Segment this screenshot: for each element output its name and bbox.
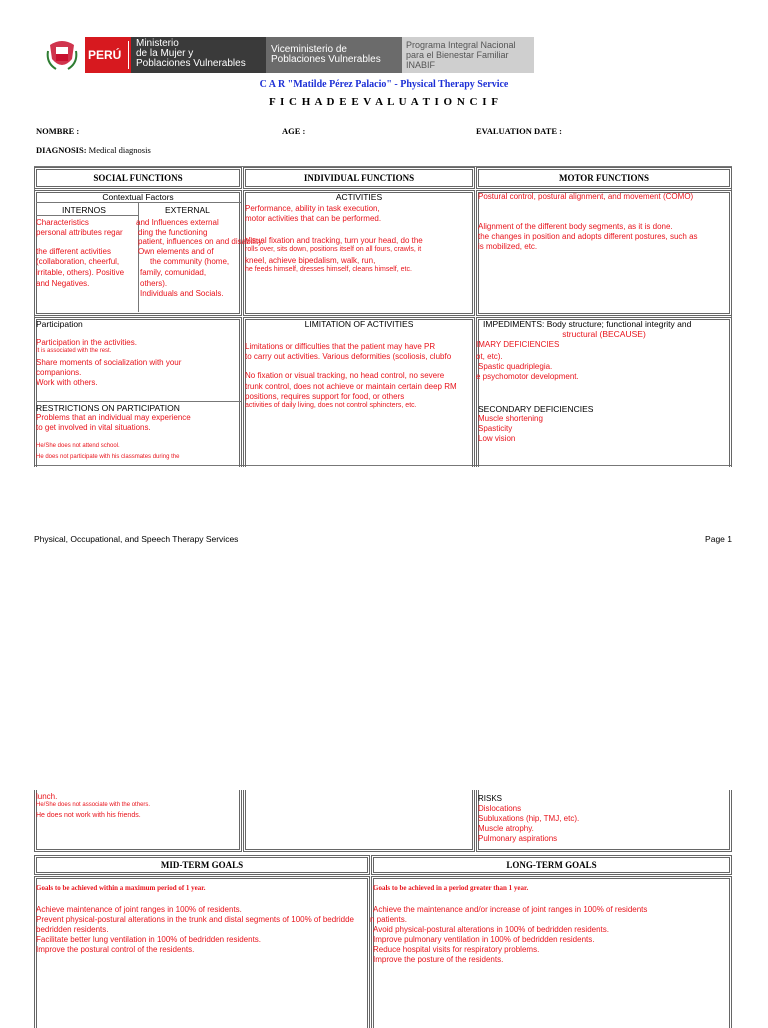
viceministry-box — [266, 37, 402, 73]
secondary-deficiencies-title: SECONDARY DEFICIENCIES — [478, 404, 594, 414]
program-line-2: para el Bienestar Familiar — [406, 50, 509, 60]
viceministry-line-2: Poblaciones Vulnerables — [271, 54, 381, 65]
motor-intro-text: Postural control, postural alignment, and movement (COMO) — [478, 192, 694, 201]
continuation-social-cell — [34, 790, 242, 852]
long-goal-3: Avoid physical-postural alterations in 100% of bedridden residents. — [373, 925, 609, 934]
internos-text-4: (collaboration, cheerful, — [36, 257, 120, 266]
restrictions-small-1: He/She does not attend school. — [36, 443, 120, 449]
continuation-individual-cell — [243, 790, 475, 852]
external-text-7: others). — [140, 279, 168, 288]
internos-text-5: irritable, others). Positive — [36, 268, 125, 277]
external-text-2: ding the functioning — [138, 227, 208, 237]
internos-text-3: the different activities — [36, 247, 112, 256]
participation-text-4: Work with others. — [36, 378, 98, 387]
alignment-text-3: is mobilized, etc. — [478, 242, 538, 251]
external-text-1: and Influences external — [136, 218, 219, 227]
country-label: PERÚ — [88, 48, 122, 62]
coat-of-arms-icon — [46, 37, 78, 73]
mid-term-intro: Goals to be achieved within a maximum period of 1 year. — [36, 884, 206, 892]
diagnosis-value: Medical diagnosis — [88, 145, 151, 155]
mid-goal-4: Facilitate better lung ventilation in 100% of bedridden residents. — [36, 935, 262, 944]
long-term-intro: Goals to be achieved in a period greater than 1 year. — [373, 884, 529, 892]
program-line-3: INABIF — [406, 60, 436, 70]
ministry-box — [131, 37, 266, 73]
form-title: F I C H A D E E V A L U A T I O N C I F — [268, 96, 500, 108]
activities-text-2: motor activities that can be performed. — [245, 214, 382, 223]
age-field-label: AGE : — [282, 126, 306, 136]
program-line-1: Programa Integral Nacional — [406, 40, 516, 50]
risks-text-4: Pulmonary aspirations — [478, 834, 558, 843]
restrictions-text-2: to get involved in vital situations. — [36, 423, 151, 432]
restrictions-small-2: He does not participate with his classmates during the — [36, 454, 180, 460]
footer-page-number: Page 1 — [705, 534, 732, 544]
internos-text-2: personal attributes regar — [36, 227, 123, 237]
participation-title: Participation — [36, 319, 83, 329]
ministry-line-3: Poblaciones Vulnerables — [136, 58, 246, 69]
footer-left: Physical, Occupational, and Speech Therapy Services — [34, 534, 239, 544]
limitation-text-3: No fixation or visual tracking, no head control, no severe — [245, 371, 445, 380]
primary-text-1: IMARY DEFICIENCIES — [476, 340, 560, 349]
activities-text-1: Performance, ability in task execution, — [245, 204, 380, 213]
viceministry-line-1: Viceministerio de — [271, 44, 347, 55]
external-label: EXTERNAL — [165, 205, 210, 215]
alignment-text-1: Alignment of the different body segments, as it is done. — [478, 222, 673, 231]
ministry-line-1: Ministerio — [136, 38, 179, 49]
primary-text-3: Spastic quadriplegia. — [478, 362, 553, 371]
participation-text-1: Participation in the activities. — [36, 338, 137, 347]
contextual-factors-label: Contextual Factors — [102, 192, 174, 202]
long-goal-2: n patients. — [370, 915, 407, 924]
restrictions-title: RESTRICTIONS ON PARTICIPATION — [36, 403, 180, 413]
impediments-title-2: structural (BECAUSE) — [562, 329, 646, 339]
participation-text-3: companions. — [36, 368, 82, 377]
diagnosis-row — [36, 145, 151, 155]
activities-text-6: he feeds himself, dresses himself, cleans himself, etc. — [245, 266, 412, 273]
limitation-text-1: Limitations or difficulties that the patient may have PR — [245, 342, 436, 351]
limitation-text-4: trunk control, does not achieve or maintain certain deep RM — [245, 382, 457, 391]
participation-text-2: Share moments of socialization with your — [36, 358, 182, 367]
long-goal-4: Improve pulmonary ventilation in 100% of bedridden residents. — [373, 935, 595, 944]
motor-functions-header: MOTOR FUNCTIONS — [558, 173, 650, 183]
internos-text-6: and Negatives. — [36, 279, 90, 288]
motor-row1-cell — [476, 190, 732, 316]
risks-title: RISKS — [478, 794, 503, 803]
external-text-8: Individuals and Socials. — [140, 289, 224, 298]
internos-text-1: Characteristics — [36, 218, 89, 227]
continuation-social-text-1: lunch. — [36, 792, 58, 801]
long-term-goals-header: LONG-TERM GOALS — [506, 860, 597, 870]
mid-goal-5: Improve the postural control of the residents. — [36, 945, 195, 954]
external-text-5: the community (home, — [150, 257, 230, 266]
long-goal-1: Achieve the maintenance and/or increase of joint ranges in 100% of residents — [373, 905, 648, 914]
secondary-text-1: Muscle shortening — [478, 414, 543, 423]
continuation-social-text-2: He does not work with his friends. — [36, 812, 141, 819]
activities-title: ACTIVITIES — [335, 192, 383, 202]
restrictions-text-1: Problems that an individual may experience — [36, 413, 191, 422]
program-box — [402, 37, 534, 73]
secondary-text-2: Spasticity — [478, 424, 513, 433]
alignment-text-2: the changes in position and adopts different postures, such as — [478, 232, 698, 241]
external-text-4: Own elements and of — [138, 247, 214, 256]
primary-text-2: ot, etc). — [476, 352, 503, 361]
external-text-3: patient, influences on and disability. — [138, 237, 264, 246]
continuation-social-small: He/She does not associate with the others. — [36, 802, 151, 808]
limitation-text-6: activities of daily living, does not control sphincters, etc. — [245, 402, 417, 409]
secondary-text-3: Low vision — [478, 434, 516, 443]
name-field-label: NOMBRE : — [36, 126, 80, 136]
activities-text-3: Visual fixation and tracking, turn your head, do the — [245, 236, 423, 245]
long-goal-5: Reduce hospital visits for respiratory problems. — [373, 945, 540, 954]
impediments-title-1: IMPEDIMENTS: Body structure; functional integrity and — [483, 319, 692, 329]
center-title: C A R "Matilde Pérez Palacio" - Physical Therapy Service — [259, 79, 509, 90]
mid-term-goals-header: MID-TERM GOALS — [160, 860, 244, 870]
evaluation-date-label: EVALUATION DATE : — [476, 126, 562, 136]
limitation-title: LIMITATION OF ACTIVITIES — [304, 319, 414, 329]
diagnosis-label: DIAGNOSIS: — [36, 145, 87, 155]
activities-text-5: kneel, achieve bipedalism, walk, run, — [245, 256, 376, 265]
restrictions-divider — [36, 401, 241, 402]
social-functions-header: SOCIAL FUNCTIONS — [93, 173, 183, 183]
logo-header — [40, 35, 534, 75]
risks-text-1: Dislocations — [478, 804, 522, 813]
participation-small-text: It is associated with the rest. — [36, 348, 112, 354]
ministry-line-2: de la Mujer y — [136, 48, 194, 59]
internos-underline — [36, 215, 138, 216]
risks-text-2: Subluxations (hip, TMJ, etc). — [478, 814, 580, 823]
limitation-text-2: to carry out activities. Various deformities (scoliosis, clubfo — [245, 352, 452, 361]
mid-goal-1: Achieve maintenance of joint ranges in 100% of residents. — [36, 905, 242, 914]
mid-goal-2: Prevent physical-postural alterations in the trunk and distal segments of 100% of bedridde — [36, 915, 354, 924]
limitation-text-5: positions, requires support for food, or others — [245, 392, 405, 401]
risks-text-3: Muscle atrophy. — [478, 824, 534, 833]
primary-text-4: e psychomotor development. — [476, 372, 579, 381]
internos-label: INTERNOS — [62, 205, 106, 215]
activities-text-4: rolls over, sits down, positions itself on all fours, crawls, it — [245, 246, 422, 253]
external-text-6: family, comunidad, — [140, 268, 207, 277]
mid-goal-3: bedridden residents. — [36, 925, 109, 934]
individual-functions-header: INDIVIDUAL FUNCTIONS — [303, 173, 415, 183]
long-goal-6: Improve the posture of the residents. — [373, 955, 504, 964]
